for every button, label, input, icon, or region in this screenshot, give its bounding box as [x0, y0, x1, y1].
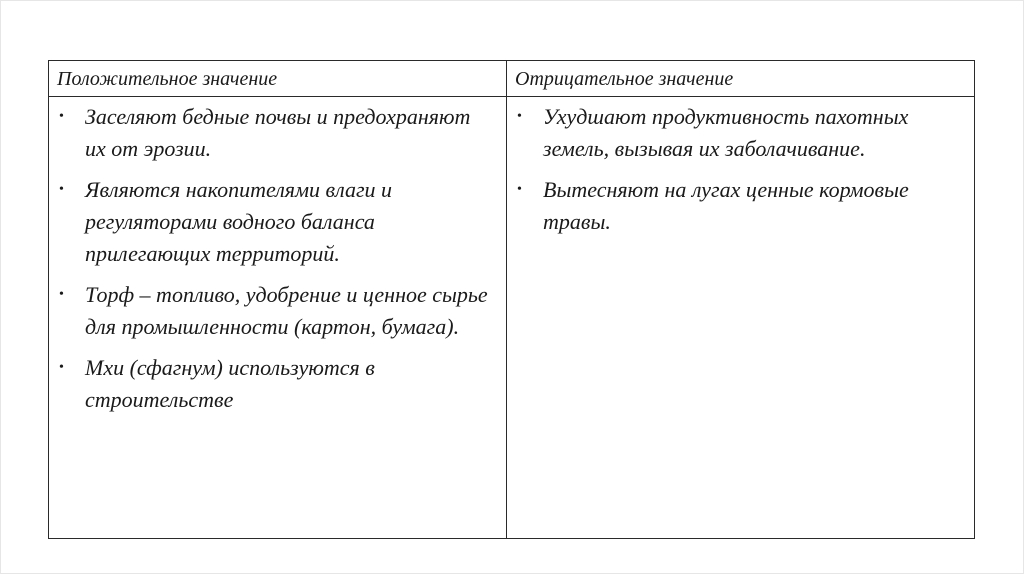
bullet-icon: • [59, 287, 64, 302]
list-item-text: Торф – топливо, удобрение и ценное сырье для промышленности (картон, бумага). [85, 282, 488, 339]
list-item-text: Являются накопителями влаги и регуляторами водного баланса прилегающих территорий. [85, 177, 393, 266]
list-item-text: Мхи (сфагнум) используются в строительстве [85, 355, 375, 412]
negative-cell [507, 97, 975, 539]
comparison-table [48, 60, 975, 539]
bullet-icon: • [517, 182, 522, 197]
list-item [57, 279, 496, 343]
negative-header: Отрицательное значение [507, 61, 975, 97]
bullet-icon: • [59, 109, 64, 124]
list-item-text: Вытесняют на лугах ценные кормовые травы. [543, 177, 909, 234]
list-item [515, 101, 964, 165]
bullet-icon: • [517, 109, 522, 124]
bullet-icon: • [59, 182, 64, 197]
list-item [57, 174, 496, 270]
positive-cell [49, 97, 507, 539]
list-item [515, 174, 964, 238]
list-item-text: Заселяют бедные почвы и предохраняют их от эрозии. [85, 104, 471, 161]
table-header-row [49, 61, 975, 97]
negative-list [515, 101, 964, 238]
list-item-text: Ухудшают продуктивность пахотных земель, вызывая их заболачивание. [543, 104, 909, 161]
table-body-row [49, 97, 975, 539]
bullet-icon: • [59, 360, 64, 375]
positive-list [57, 101, 496, 416]
list-item [57, 101, 496, 165]
positive-header: Положительное значение [49, 61, 507, 97]
list-item [57, 352, 496, 416]
